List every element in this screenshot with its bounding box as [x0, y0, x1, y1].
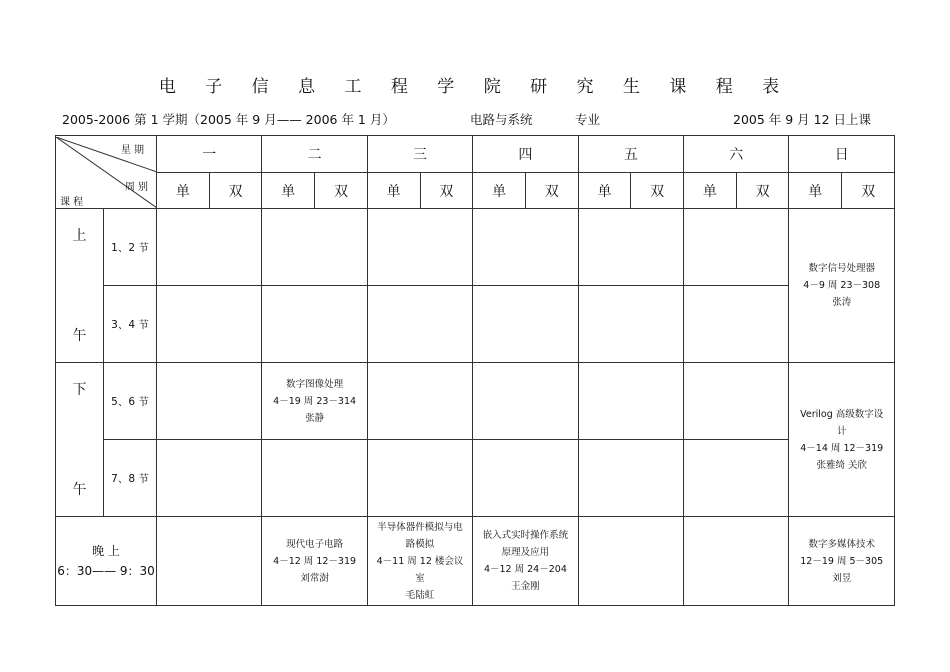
start-date: 2005 年 9 月 12 日上课 — [733, 112, 872, 127]
schedule-cell — [367, 440, 472, 517]
odd-week-header: 单 — [367, 173, 420, 209]
day-header: 一 — [157, 136, 262, 173]
schedule-cell — [578, 517, 683, 606]
day-header: 三 — [367, 136, 472, 173]
schedule-cell — [578, 286, 683, 363]
day-header: 二 — [262, 136, 367, 173]
page-title: 电 子 信 息 工 程 学 院 研 究 生 课 程 表 — [158, 77, 792, 97]
course-cell: 半导体器件模拟与电 路模拟 4－11 周 12 楼会议 室 毛陆虹 — [367, 517, 472, 606]
even-week-header: 双 — [209, 173, 262, 209]
course-cell: 嵌入式实时操作系统 原理及应用 4－12 周 24－204 王金刚 — [473, 517, 578, 606]
schedule-cell — [157, 286, 262, 363]
schedule-cell — [578, 209, 683, 286]
afternoon-label: 下 午 — [56, 363, 104, 517]
schedule-cell — [684, 209, 789, 286]
odd-week-header: 单 — [473, 173, 526, 209]
course-cell: 数字图像处理 4－19 周 23－314 张静 — [262, 363, 367, 440]
schedule-cell — [684, 363, 789, 440]
corner-course-label: 课 程 — [60, 196, 84, 208]
schedule-cell — [578, 363, 683, 440]
even-week-header: 双 — [525, 173, 578, 209]
even-week-header: 双 — [420, 173, 473, 209]
schedule-cell — [157, 209, 262, 286]
schedule-cell — [473, 209, 578, 286]
course-cell: 现代电子电路 4－12 周 12－319 刘常澍 — [262, 517, 367, 606]
day-header: 五 — [578, 136, 683, 173]
schedule-cell — [367, 209, 472, 286]
timetable — [55, 135, 895, 606]
period-label: 5、6 节 — [104, 363, 157, 440]
day-header: 日 — [789, 136, 895, 173]
schedule-cell — [684, 440, 789, 517]
schedule-cell — [157, 440, 262, 517]
evening-label: 晚 上 6：30—— 9：30 — [56, 517, 157, 606]
course-cell: 数字多媒体技术 12－19 周 5－305 刘昱 — [789, 517, 895, 606]
term-info: 2005-2006 第 1 学期（2005 年 9 月—— 2006 年 1 月） — [62, 112, 395, 127]
odd-week-header: 单 — [262, 173, 315, 209]
schedule-cell — [157, 517, 262, 606]
schedule-cell — [473, 363, 578, 440]
day-header: 六 — [684, 136, 789, 173]
odd-week-header: 单 — [157, 173, 210, 209]
period-label: 3、4 节 — [104, 286, 157, 363]
course-cell: 数字信号处理器 4－9 周 23－308 张涛 — [789, 209, 895, 363]
even-week-header: 双 — [315, 173, 368, 209]
schedule-cell — [262, 286, 367, 363]
schedule-cell — [367, 286, 472, 363]
period-label: 1、2 节 — [104, 209, 157, 286]
schedule-cell — [367, 363, 472, 440]
schedule-cell — [157, 363, 262, 440]
major-name: 电路与系统 — [470, 112, 533, 127]
schedule-cell — [473, 440, 578, 517]
odd-week-header: 单 — [578, 173, 631, 209]
odd-week-header: 单 — [789, 173, 842, 209]
morning-label: 上 午 — [56, 209, 104, 363]
even-week-header: 双 — [631, 173, 684, 209]
corner-week-label: 星 期 — [120, 144, 144, 156]
major-label: 专业 — [575, 112, 601, 127]
course-cell: Verilog 高级数字设 计 4－14 周 12－319 张雅绮 关欣 — [789, 363, 895, 517]
day-header: 四 — [473, 136, 578, 173]
odd-week-header: 单 — [684, 173, 737, 209]
corner-zhou-label: 周 别 — [124, 181, 148, 193]
schedule-cell — [262, 209, 367, 286]
schedule-cell — [684, 286, 789, 363]
schedule-cell — [262, 440, 367, 517]
period-label: 7、8 节 — [104, 440, 157, 517]
schedule-cell — [684, 517, 789, 606]
even-week-header: 双 — [736, 173, 789, 209]
schedule-cell — [473, 286, 578, 363]
even-week-header: 双 — [842, 173, 895, 209]
schedule-cell — [578, 440, 683, 517]
corner-header — [56, 136, 157, 209]
